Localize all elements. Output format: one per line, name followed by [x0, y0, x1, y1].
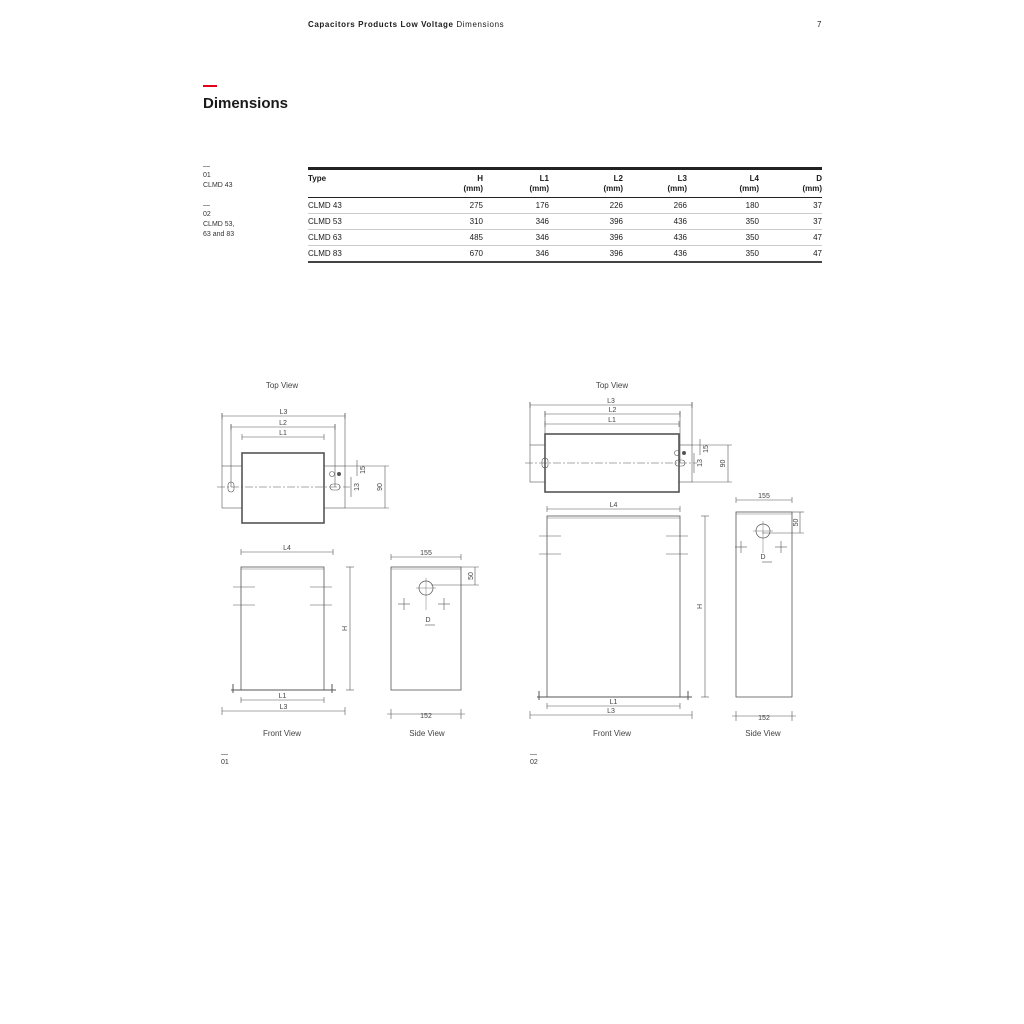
dimension-label: L3 — [607, 398, 615, 405]
dimension-label: 155 — [420, 550, 432, 557]
dimension-label: 155 — [758, 493, 770, 500]
table-cell: 436 — [673, 249, 687, 258]
dimension-label: 90 — [720, 459, 727, 468]
dimension-label: Front View — [592, 729, 632, 738]
header-unit: (mm) — [603, 184, 623, 193]
table-cell: 346 — [483, 214, 549, 230]
note-number: 02 — [203, 211, 211, 218]
header-title: Capacitors Products Low Voltage — [308, 20, 454, 29]
table-cell: 176 — [483, 198, 549, 214]
dimension-label: 50 — [468, 572, 475, 580]
header-label: L1 — [539, 174, 549, 183]
figure-label-02 — [530, 754, 538, 766]
header-label: L3 — [677, 174, 687, 183]
table-cell: 350 — [687, 230, 759, 246]
dimension-label: 152 — [758, 715, 770, 722]
figure-number: 01 — [221, 759, 229, 766]
dimension-label: L2 — [279, 420, 287, 427]
note-text: CLMD 43 — [203, 182, 233, 189]
header-label: L4 — [749, 174, 759, 183]
dimension-label: L2 — [608, 407, 617, 414]
dimension-label: 90 — [377, 483, 384, 491]
dimension-label: 50 — [793, 518, 800, 527]
table-cell: 47 — [813, 249, 822, 258]
table-cell: 436 — [623, 214, 687, 230]
page-number: 7 — [817, 20, 822, 29]
table-cell: 226 — [549, 198, 623, 214]
header-unit: (mm) — [802, 184, 822, 193]
dimension-label: L1 — [279, 430, 287, 437]
table-cell: 350 — [687, 214, 759, 230]
table-cell: CLMD 83 — [308, 249, 342, 258]
dimension-label: L1 — [278, 693, 287, 700]
dimension-label: H — [697, 603, 704, 610]
dimension-label: Side View — [745, 729, 781, 738]
terminal-icon — [682, 451, 686, 455]
dimension-label: 13 — [354, 483, 361, 491]
table-cell: 47 — [759, 230, 822, 246]
table-cell: 180 — [687, 198, 759, 214]
dimension-label: L1 — [608, 417, 616, 424]
figure-number: 02 — [530, 759, 538, 766]
dimension-label: Side View — [409, 729, 445, 738]
outline — [547, 516, 680, 697]
header-unit: (mm) — [667, 184, 687, 193]
dimension-label: L4 — [283, 545, 291, 552]
table-cell: 310 — [368, 214, 483, 230]
dimension-label: L3 — [279, 704, 288, 711]
dimension-label: D — [425, 617, 431, 624]
header-label: H — [477, 174, 483, 183]
table-cell: 266 — [623, 198, 687, 214]
header-unit: (mm) — [739, 184, 759, 193]
terminal-icon — [330, 472, 335, 477]
dimension-label: D — [760, 554, 766, 561]
dimension-label: L3 — [279, 409, 288, 416]
table-cell: 396 — [549, 214, 623, 230]
page-title: Dimensions — [203, 95, 289, 112]
table-cell: 350 — [745, 249, 759, 258]
table-cell: 37 — [759, 214, 822, 230]
dimension-label: 152 — [420, 713, 432, 720]
dimension-label: H — [342, 625, 349, 632]
table-cell: 37 — [759, 198, 822, 214]
table-cell: 346 — [535, 249, 549, 258]
header-label: L2 — [613, 174, 623, 183]
table-cell: 396 — [609, 249, 623, 258]
header-section: Dimensions — [456, 20, 505, 29]
table-cell: 485 — [368, 230, 483, 246]
header-label: D — [816, 174, 822, 183]
outline — [736, 512, 792, 697]
dimension-label: 15 — [360, 466, 367, 474]
dimension-label: L3 — [607, 708, 615, 715]
table-cell: CLMD 53 — [308, 214, 368, 230]
table-cell: 436 — [623, 230, 687, 246]
table-cell: CLMD 63 — [308, 230, 368, 246]
dimension-label: Top View — [595, 381, 629, 390]
figure-label-01 — [221, 754, 229, 766]
header-unit: (mm) — [529, 184, 549, 193]
dimension-label: L4 — [609, 502, 618, 509]
dimension-label: 13 — [697, 459, 704, 467]
header-label: Type — [308, 174, 327, 183]
note-text: CLMD 53, 63 and 83 — [203, 221, 235, 238]
dimension-label: 15 — [703, 445, 710, 453]
outline — [241, 567, 324, 690]
terminal-icon — [337, 472, 341, 476]
outline — [242, 453, 324, 523]
table-cell: 670 — [469, 249, 483, 258]
table-cell: CLMD 43 — [308, 198, 368, 214]
table-cell: 275 — [368, 198, 483, 214]
dimension-label: Top View — [265, 381, 299, 390]
dimension-label: Front View — [262, 729, 302, 738]
table-cell: 346 — [483, 230, 549, 246]
table-cell: 396 — [549, 230, 623, 246]
note-number: 01 — [203, 172, 211, 179]
header-unit: (mm) — [463, 184, 483, 193]
dimension-label: L1 — [609, 699, 618, 706]
